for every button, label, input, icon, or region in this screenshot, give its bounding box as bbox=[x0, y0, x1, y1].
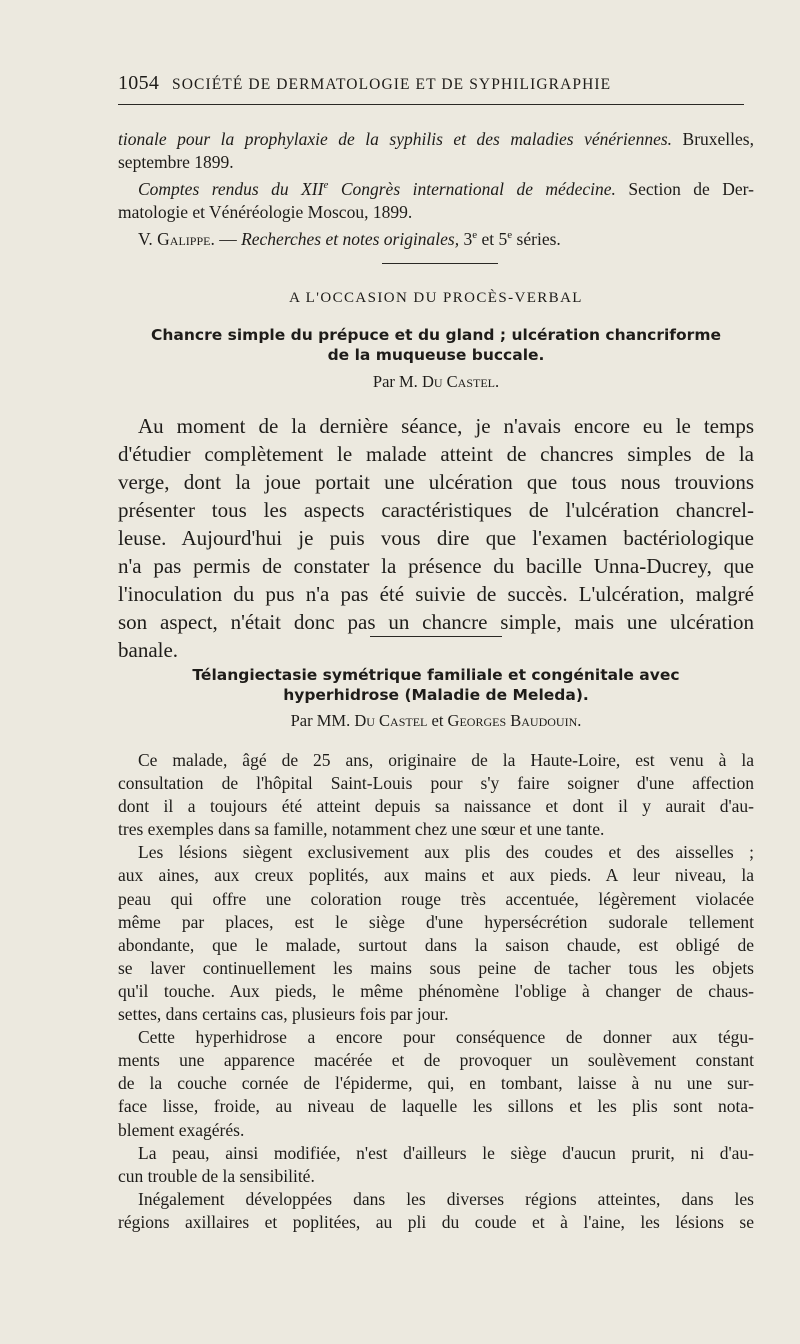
body-line: même par places, est le siège d'une hypersécrétion sudorale tellement bbox=[118, 911, 754, 932]
references bbox=[118, 128, 754, 251]
ref-text: matologie et Vénéréologie Moscou, 1899. bbox=[118, 201, 413, 222]
ref-superscript: e bbox=[323, 179, 329, 191]
byline-author: Georges Baudouin. bbox=[447, 711, 582, 730]
running-header bbox=[118, 72, 748, 95]
article-title bbox=[118, 665, 754, 705]
body-line: Ce malade, âgé de 25 ans, originaire de la Haute-Loire, est venu à la bbox=[138, 750, 754, 770]
ref-line bbox=[118, 174, 754, 201]
body-line: face lisse, froide, au niveau de laquelle les sillons et les plis sont nota- bbox=[118, 1096, 754, 1117]
body-line: Au moment de la dernière séance, je n'avais encore eu le temps bbox=[138, 414, 754, 438]
ref-text: Section de Der- bbox=[615, 178, 754, 199]
body-line: n'a pas permis de constater la présence du bacille Unna-Ducrey, que bbox=[118, 554, 754, 578]
body-line: Cette hyperhidrose a encore pour conséquence de donner aux tégu- bbox=[138, 1027, 754, 1048]
body-line: cun trouble de la sensibilité. bbox=[118, 1165, 315, 1186]
article-body bbox=[118, 749, 754, 1234]
ref-line bbox=[118, 151, 754, 174]
byline-author: Du Castel bbox=[354, 711, 428, 730]
body-line: settes, dans certains cas, plusieurs fois par jour. bbox=[118, 1004, 449, 1025]
article-title-line: hyperhidrose (Maladie de Meleda). bbox=[283, 686, 589, 704]
ref-text: séries. bbox=[512, 228, 561, 249]
ref-text: Bruxelles, bbox=[672, 129, 754, 149]
section-divider bbox=[370, 636, 502, 637]
running-title: SOCIÉTÉ DE DERMATOLOGIE ET DE SYPHILIGRAPHIE bbox=[172, 76, 612, 93]
body-line: qu'il touche. Aux pieds, le même phénomène l'oblige à changer de chaus- bbox=[118, 980, 754, 1001]
body-line: se laver continuellement les mains sous peine de tacher tous les objets bbox=[118, 957, 754, 978]
body-line: aux aines, aux creux poplités, aux mains et aux pieds. A leur niveau, la bbox=[118, 865, 754, 886]
body-line: Les lésions siègent exclusivement aux plis des coudes et des aisselles ; bbox=[138, 842, 754, 863]
body-line: consultation de l'hôpital Saint-Louis pour s'y faire soigner d'une affection bbox=[118, 773, 754, 794]
ref-author: Galippe bbox=[157, 228, 211, 249]
body-line: banale. bbox=[118, 638, 179, 662]
ref-italic: Comptes rendus du XII bbox=[138, 178, 324, 199]
body-line: présenter tous les aspects caractéristiques de l'ulcération chancrel- bbox=[118, 498, 754, 522]
body-line: régions axillaires et poplitées, au pli du coude et à l'aine, les lésions se bbox=[118, 1211, 754, 1232]
ref-line bbox=[118, 201, 754, 224]
body-line: de la couche cornée de l'épiderme, qui, en tombant, laisse à nu une sur- bbox=[118, 1073, 754, 1094]
body-line: tres exemples dans sa famille, notamment chez une sœur et une tante. bbox=[118, 819, 605, 840]
body-line: son aspect, n'était donc pas un chancre simple, mais une ulcération bbox=[118, 610, 754, 634]
body-line: dont il a toujours été atteint depuis sa naissance et dont il y aurait d'au- bbox=[118, 796, 754, 817]
page-number: 1054 bbox=[118, 72, 160, 94]
ref-text: V. bbox=[138, 228, 158, 249]
body-line: leuse. Aujourd'hui je puis vous dire que l'examen bactériologique bbox=[118, 526, 754, 550]
byline-prefix: Par MM. bbox=[290, 711, 355, 730]
article-title-line: Télangiectasie symétrique familiale et congénitale avec bbox=[192, 666, 680, 684]
ref-italic: Congrès international de médecine. bbox=[328, 178, 616, 199]
byline-prefix: Par M. bbox=[372, 372, 422, 391]
ref-superscript: e bbox=[472, 228, 478, 241]
ref-text: et 5 bbox=[477, 228, 508, 249]
body-line: La peau, ainsi modifiée, n'est d'ailleurs le siège d'aucun prurit, ni d'au- bbox=[138, 1142, 754, 1163]
body-line: d'étudier complètement le malade atteint de chancres simples de la bbox=[118, 442, 754, 466]
body-line: blement exagérés. bbox=[118, 1119, 245, 1140]
article-title-line: Chancre simple du prépuce et du gland ; ulcération chancriforme bbox=[150, 326, 721, 344]
article-title-line: de la muqueuse buccale. bbox=[327, 346, 545, 364]
body-line: abondante, que le malade, surtout dans la saison chaude, est obligé de bbox=[118, 934, 754, 955]
byline-text: et bbox=[427, 711, 448, 730]
article-title bbox=[118, 325, 754, 365]
body-line: peau qui offre une coloration rouge très accentuée, légèrement violacée bbox=[118, 888, 754, 909]
ref-text: . — bbox=[210, 228, 242, 249]
body-line: l'inoculation du pus n'a pas été suivie de succès. L'ulcération, malgré bbox=[118, 582, 754, 606]
header-rule bbox=[118, 104, 744, 105]
ref-line bbox=[118, 128, 754, 151]
article-byline bbox=[118, 372, 754, 392]
body-line: Inégalement développées dans les diverses régions atteintes, dans les bbox=[138, 1188, 754, 1209]
ref-superscript: e bbox=[507, 228, 513, 241]
ref-italic: Recherches et notes originales, bbox=[241, 228, 460, 249]
ref-italic: tionale pour la prophylaxie de la syphilis et des maladies vénériennes. bbox=[118, 129, 673, 149]
article-byline bbox=[118, 711, 754, 731]
section-divider bbox=[382, 263, 498, 264]
article-body bbox=[118, 412, 754, 664]
body-line: ments une apparence macérée et de provoquer un soulèvement constant bbox=[118, 1050, 754, 1071]
ref-text: septembre 1899. bbox=[118, 152, 234, 172]
ref-text: 3 bbox=[459, 228, 473, 249]
ref-line bbox=[118, 224, 754, 251]
body-line: verge, dont la joue portait une ulcération que tous nous trouvions bbox=[118, 470, 754, 494]
byline-author: Du Castel. bbox=[421, 372, 500, 391]
section-heading: A L'OCCASION DU PROCÈS-VERBAL bbox=[289, 290, 583, 306]
